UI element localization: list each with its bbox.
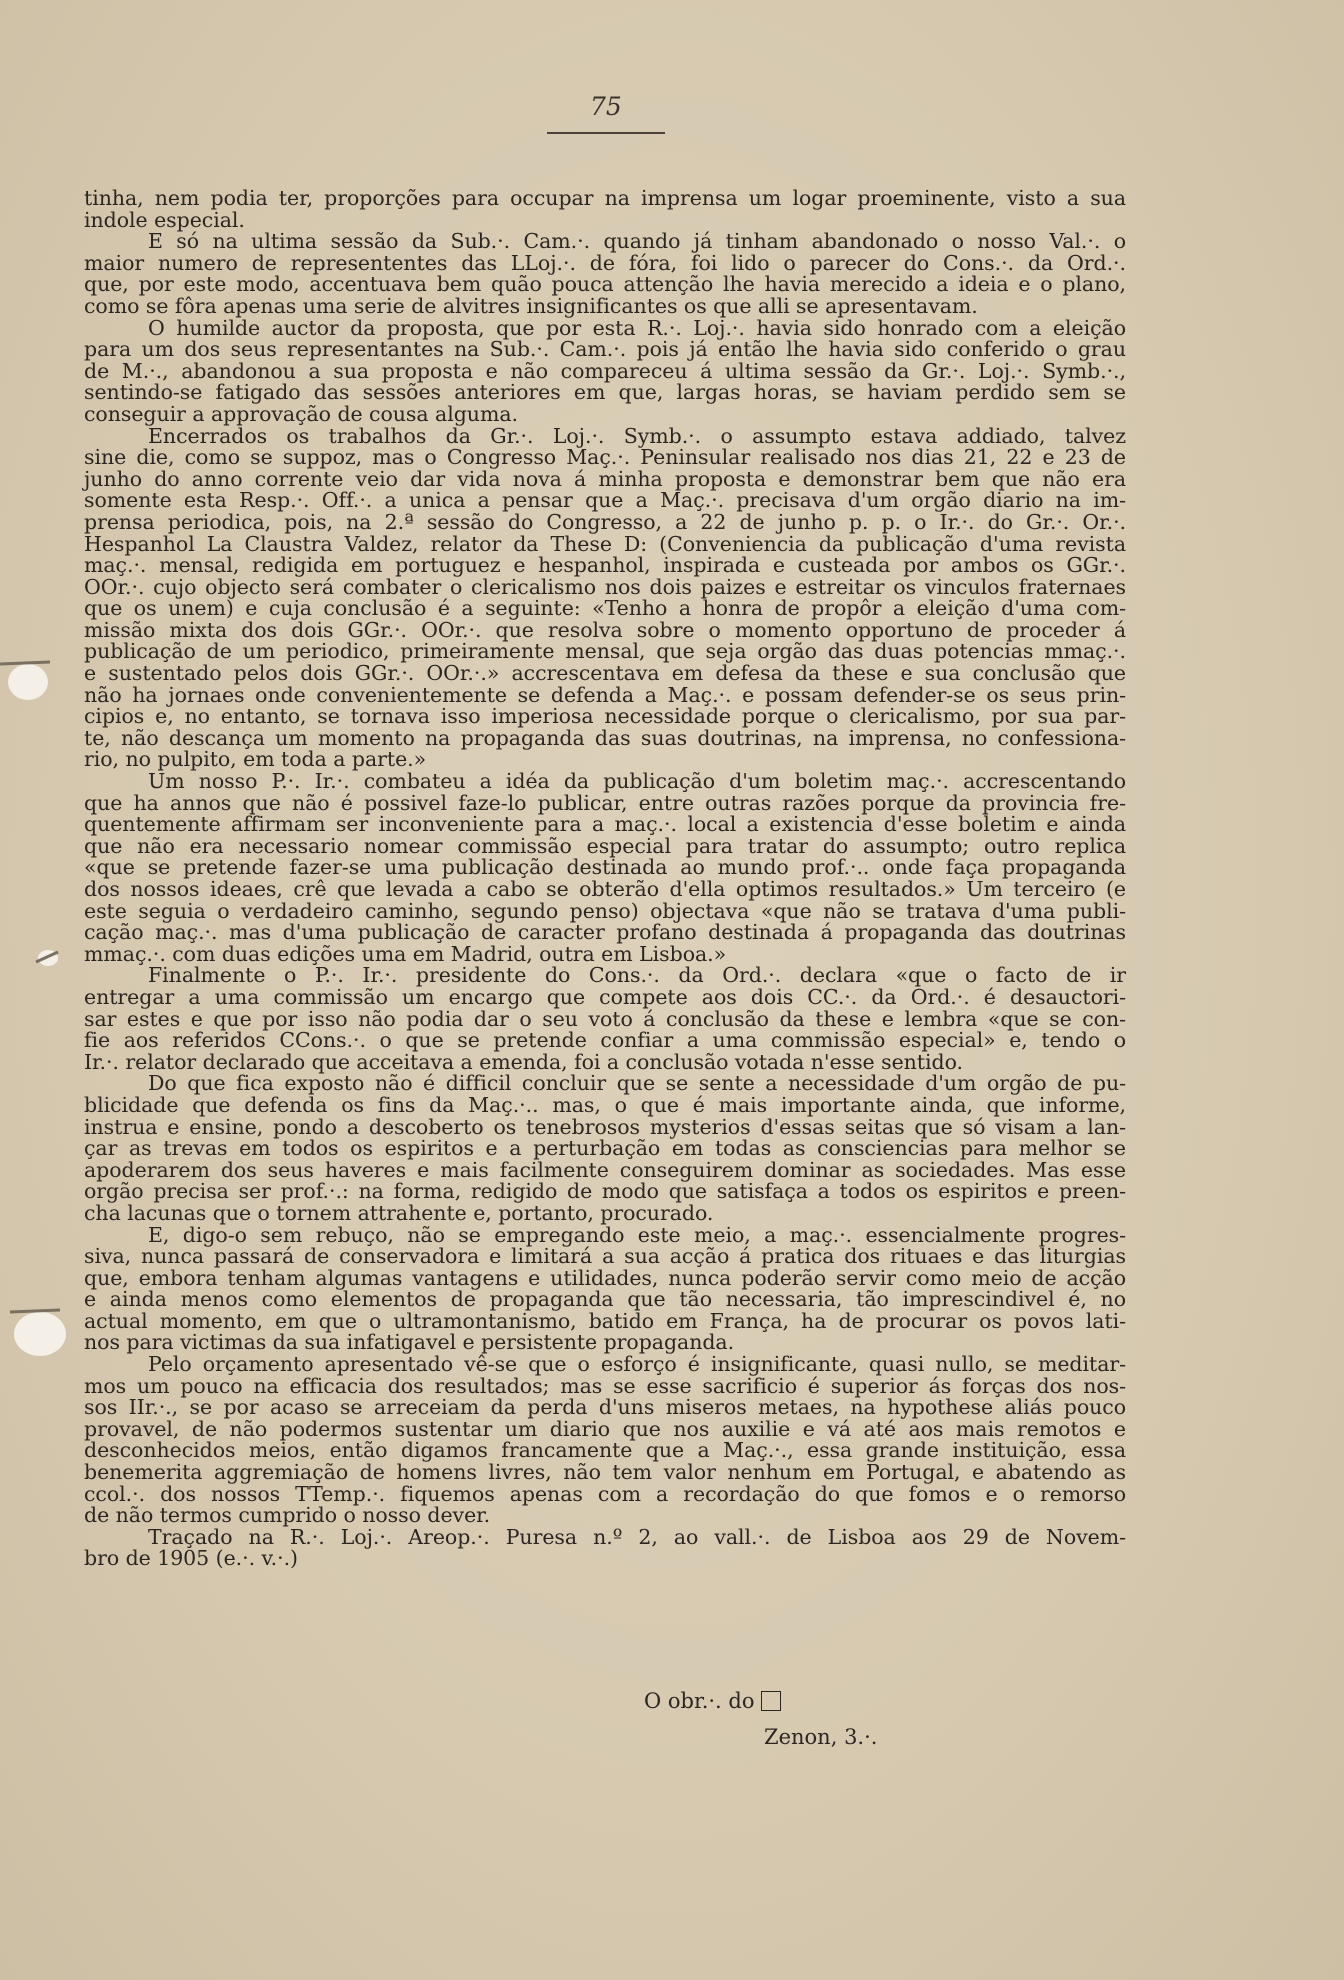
text-line: e ainda menos como elementos de propaganda que tão necessaria, tão imprescindivel é, no (84, 1287, 1126, 1312)
text-line: E só na ultima sessão da Sub.·. Cam.·. quando já tinham abandonado o nosso Val.·. o (148, 229, 1126, 254)
text-line: O humilde auctor da proposta, que por esta R.·. Loj.·. havia sido honrado com a eleição (148, 315, 1126, 340)
text-line: que, por este modo, accentuava bem quão pouca attenção lhe havia merecido a ideia e o plano, (84, 272, 1126, 297)
text-line: conseguir a approvação de cousa alguma. (84, 401, 518, 426)
text-line: blicidade que defenda os fins da Maç.·.. mas, o que é mais importante ainda, que informe, (84, 1092, 1126, 1117)
square-symbol-icon (761, 1691, 781, 1711)
text-line: provavel, de não podermos sustentar um diario que nos auxilie e vá até aos mais remotos e (84, 1416, 1126, 1441)
text-line: missão mixta dos dois GGr.·. OOr.·. que resolva sobre o momento opportuno de proceder á (84, 617, 1126, 642)
binding-mark-middle (0, 940, 60, 990)
body-text (84, 188, 1126, 1570)
text-line: e sustentado pelos dois GGr.·. OOr.·.» accrescentava em defesa da these e sua conclusão que (84, 661, 1126, 686)
text-line: nos para victimas da sua infatigavel e persistente propaganda. (84, 1330, 735, 1355)
text-line: Hespanhol La Claustra Valdez, relator da These D: (Conveniencia da publicação d'uma revista (84, 531, 1126, 556)
text-line: Do que fica exposto não é difficil concluir que se sente a necessidade d'um orgão de pu- (148, 1071, 1126, 1096)
text-line: para um dos seus representantes na Sub.·. Cam.·. pois já então lhe havia sido conferido o grau (84, 337, 1126, 362)
text-line: de M.·., abandonou a sua proposta e não compareceu á ultima sessão da Gr.·. Loj.·. Symb.·., (84, 358, 1126, 383)
text-line: Pelo orçamento apresentado vê-se que o esforço é insignificante, quasi nullo, se meditar- (148, 1352, 1126, 1377)
text-line: benemerita aggremiação de homens livres, não tem valor nenhum em Portugal, e abatendo as (84, 1460, 1126, 1485)
text-line: que, embora tenham algumas vantagens e utilidades, nunca poderão servir como meio de acção (84, 1265, 1126, 1290)
text-line: actual momento, em que o ultramontanismo, batido em França, ha de procurar os povos lati- (84, 1308, 1126, 1333)
text-line: apoderarem dos seus haveres e mais facilmente conseguirem dominar as sociedades. Mas esse (84, 1157, 1126, 1182)
text-line: que não era necessario nomear commissão especial para tratar do assumpto; outro replica (84, 833, 1126, 858)
text-line: Encerrados os trabalhos da Gr.·. Loj.·. Symb.·. o assumpto estava addiado, talvez (148, 423, 1126, 448)
signature-line-1: O obr.·. do (644, 1689, 755, 1713)
text-line: este seguia o verdadeiro caminho, segundo penso) objectava «que não se tratava d'uma publi- (84, 898, 1126, 923)
text-line: te, não descança um momento na propaganda das suas doutrinas, na imprensa, no confessiona- (84, 725, 1126, 750)
text-line: somente esta Resp.·. Off.·. a unica a pensar que a Maç.·. precisava d'um orgão diario na im- (84, 488, 1126, 513)
text-line: Um nosso P.·. Ir.·. combateu a idéa da publicação d'um boletim maç.·. accrescentando (148, 769, 1126, 794)
text-line: ccol.·. dos nossos TTemp.·. fiquemos apenas com a recordação do que fomos e o remorso (84, 1481, 1126, 1506)
text-line: tinha, nem podia ter, proporções para occupar na imprensa um logar proeminente, visto a sua (84, 186, 1126, 210)
text-line: sos IIr.·., se por acaso se arreceiam da perda d'uns miseros metaes, na hypothese aliás pouco (84, 1395, 1126, 1420)
text-line: indole especial. (84, 207, 245, 232)
text-line: orgão precisa ser prof.·.: na forma, redigido de modo que satisfaça a todos os espiritos e preen- (84, 1179, 1126, 1204)
text-line: maior numero de represententes das LLoj.·. de fóra, foi lido o parecer do Cons.·. da Ord.·. (84, 250, 1126, 275)
text-line: mmaç.·. com duas edições uma em Madrid, outra em Lisboa.» (84, 941, 727, 966)
text-line: quentemente affirmam ser inconveniente para a maç.·. local a existencia d'esse boletim e ainda (84, 812, 1126, 837)
text-line: cha lacunas que o tornem attrahente e, portanto, procurado. (84, 1200, 714, 1225)
text-line: siva, nunca passará de conservadora e limitará a sua acção á pratica dos rituaes e das liturgias (84, 1244, 1126, 1269)
text-line: bro de 1905 (e.·. v.·.) (84, 1546, 298, 1571)
binding-mark-lower (0, 1302, 60, 1362)
page-number-rule (547, 132, 665, 134)
text-line: mos um pouco na efficacia dos resultados; mas se esse sacrificio é superior ás forças dos nos- (84, 1373, 1126, 1398)
text-line: sar estes e que por isso não podia dar o seu voto á conclusão da these e lembra «que se con- (84, 1006, 1126, 1031)
signature-block (644, 1683, 877, 1755)
text-line: rio, no pulpito, em toda a parte.» (84, 747, 427, 772)
text-line: não ha jornaes onde convenientemente se defenda a Maç.·. e possam defender-se os seus prin- (84, 682, 1126, 707)
text-line: E, digo-o sem rebuço, não se empregando este meio, a maç.·. essencialmente progres- (148, 1222, 1126, 1247)
text-line: instrua e ensine, pondo a descoberto os tenebrosos mysterios d'essas seitas que só visam a lan- (84, 1114, 1126, 1139)
page-number: 75 (590, 92, 622, 121)
text-line: maç.·. mensal, redigida em portuguez e hespanhol, inspirada e custeada por ambos os GGr.·. (84, 553, 1126, 578)
text-line: como se fôra apenas uma serie de alvitres insignificantes os que alli se apresentavam. (84, 293, 978, 318)
text-line: prensa periodica, pois, na 2.ª sessão do Congresso, a 22 de junho p. p. o Ir.·. do Gr.·. Or.·. (84, 509, 1126, 534)
text-line: cação maç.·. mas d'uma publicação de caracter profano destinada á propaganda das doutrinas (84, 920, 1126, 945)
text-line: desconhecidos meios, então digamos francamente que a Maç.·., essa grande instituição, essa (84, 1438, 1126, 1463)
binding-mark-upper (0, 652, 60, 702)
text-line: cipios e, no entanto, se tornava isso imperiosa necessidade porque o clericalismo, por sua par- (84, 704, 1126, 729)
text-line: OOr.·. cujo objecto será combater o clericalismo nos dois paizes e estreitar os vinculos fraternaes (84, 574, 1126, 599)
text-line: de não termos cumprido o nosso dever. (84, 1503, 491, 1528)
signature-line-2: Zenon, 3.·. (764, 1725, 878, 1749)
text-line: Finalmente o P.·. Ir.·. presidente do Cons.·. da Ord.·. declara «que o facto de ir (148, 963, 1126, 988)
text-line: que os unem) e cuja conclusão é a seguinte: «Tenho a honra de propôr a eleição d'uma com- (84, 596, 1126, 621)
text-line: sine die, como se suppoz, mas o Congresso Maç.·. Peninsular realisado nos dias 21, 22 e 23 de (84, 445, 1126, 470)
text-line: publicação de um periodico, primeiramente mensal, que seja orgão das duas potencias mmaç.·. (84, 639, 1126, 664)
text-line: que ha annos que não é possivel faze-lo publicar, entre outras razões porque da provincia fre- (84, 790, 1126, 815)
text-line: junho do anno corrente veio dar vida nova á minha proposta e demonstrar bem que não era (84, 466, 1126, 491)
text-line: sentindo-se fatigado das sessões anteriores em que, largas horas, se haviam perdido sem se (84, 380, 1126, 405)
text-line: «que se pretende fazer-se uma publicação destinada ao mundo prof.·.. onde faça propaganda (84, 855, 1126, 880)
text-line: Traçado na R.·. Loj.·. Areop.·. Puresa n.º 2, ao vall.·. de Lisboa aos 29 de Novem- (148, 1524, 1126, 1549)
text-line: dos nossos ideaes, crê que levada a cabo se obterão d'ella optimos resultados.» Um terceiro (e (84, 877, 1126, 901)
text-line: entregar a uma commissão um encargo que compete aos dois CC.·. da Ord.·. é desauctori- (84, 984, 1126, 1009)
text-line: fie aos referidos CCons.·. o que se pretende confiar a uma commissão especial» e, tendo o (84, 1028, 1126, 1053)
text-line: Ir.·. relator declarado que acceitava a emenda, foi a conclusão votada n'esse sentido. (84, 1049, 963, 1074)
text-line: çar as trevas em todos os espiritos e a perturbação em todas as consciencias para melhor se (84, 1136, 1126, 1161)
